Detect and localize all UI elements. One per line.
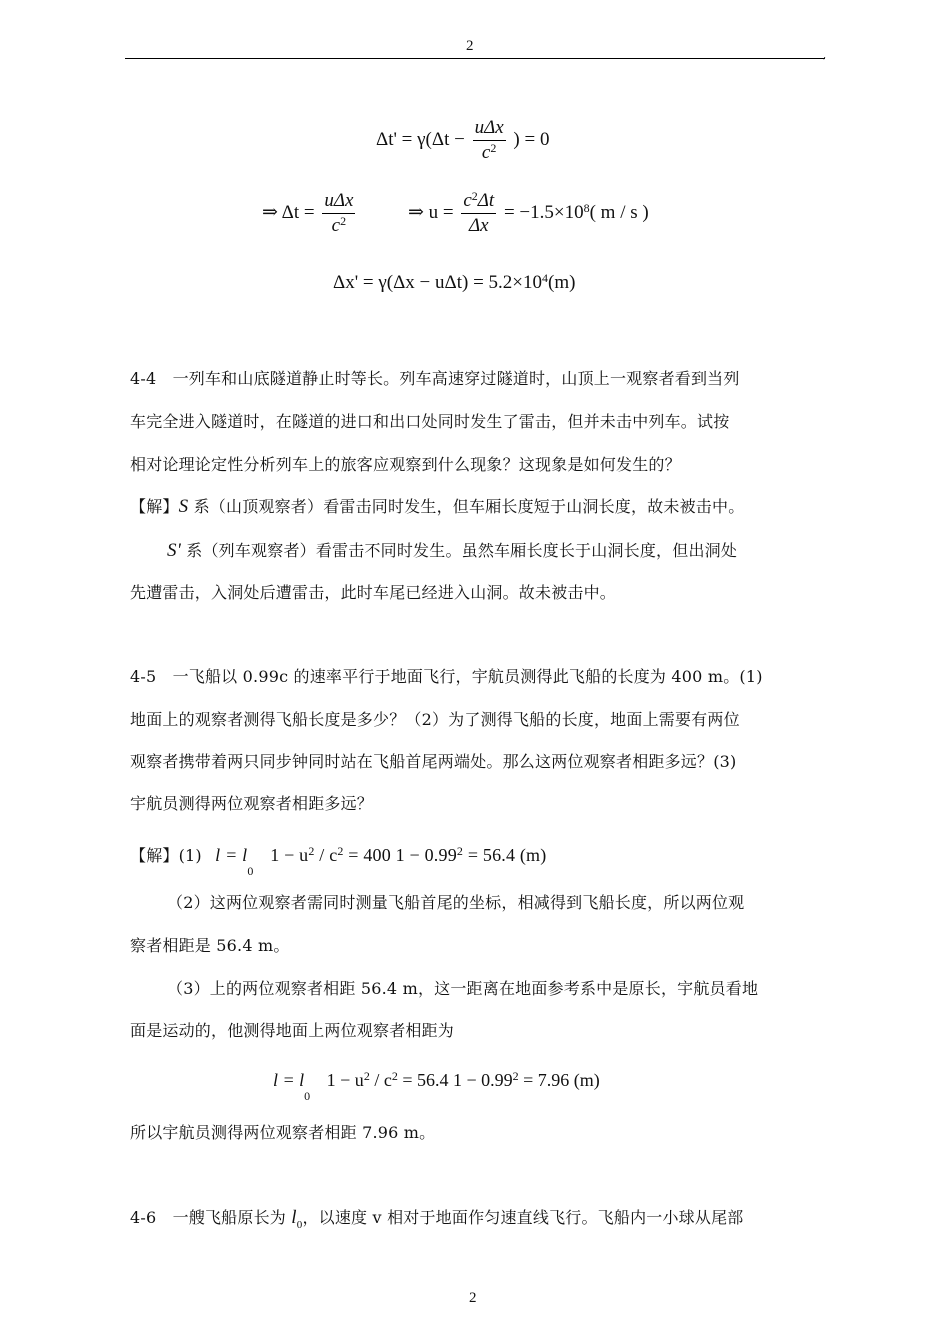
equation-3: $\Delta x' = \gamma(\Delta x - u\Delta t) = 5.2\times 10^4(m)$ <box>333 271 576 293</box>
equation-1-fraction: $\frac{\text{uΔx}}{c^2}$ <box>474 117 504 163</box>
equation-2: ⇒ Δt = $\frac{\text{uΔx}}{c^2}$ ⇒ u = $\frac{c^2\Delta t}{\Delta x}$ = $-1.5\times 10^8$( m / s ) <box>262 189 649 236</box>
footer-page-number: 2 <box>469 1290 477 1306</box>
problem-4-5-answer-2b: 察者相距是 56.4 m。 <box>130 936 290 955</box>
problem-4-4-answer-1: 【解】S 系（山顶观察者）看雷击同时发生，但车厢长度短于山洞长度，故未被击中。 <box>130 496 745 517</box>
problem-4-4-line-2: 车完全进入隧道时，在隧道的进口和出口处同时发生了雷击，但并未击中列车。试按 <box>130 412 730 431</box>
problem-4-4-answer-2: S' 系（列车观察者）看雷击不同时发生。虽然车厢长度长于山洞长度，但出洞处 <box>167 540 738 561</box>
equation-2-fraction-a: $\frac{\text{uΔx}}{c^2}$ <box>324 190 354 236</box>
header-page-number: 2 <box>466 38 474 54</box>
header-mark: , <box>823 50 827 61</box>
equation-2-fraction-b: $\frac{c^2\Delta t}{\Delta x}$ <box>463 189 495 236</box>
equation-1: Δt' = γ(Δt − $\frac{\text{uΔx}}{c^2}$ ) = 0 <box>376 117 550 163</box>
problem-4-4-line-3: 相对论理论定性分析列车上的旅客应观察到什么现象？这现象是如何发生的？ <box>130 455 681 474</box>
problem-4-5-answer-2a: （2）这两位观察者需同时测量飞船首尾的坐标，相减得到飞船长度，所以两位观 <box>167 893 745 912</box>
problem-4-6-line-1: 4-6 一艘飞船原长为 $l_0$，以速度 v 相对于地面作匀速直线飞行。飞船内一小球从尾部 <box>130 1207 744 1231</box>
problem-4-5-conclusion: 所以宇航员测得两位观察者相距 7.96 m。 <box>130 1123 436 1142</box>
problem-4-5-answer-3b: 面是运动的，他测得地面上两位观察者相距为 <box>130 1021 455 1040</box>
problem-4-5-line-1: 4-5 一飞船以 0.99c 的速率平行于地面飞行，宇航员测得此飞船的长度为 400 m。(1) <box>130 667 763 686</box>
problem-4-5-line-4: 宇航员测得两位观察者相距多远？ <box>130 794 374 813</box>
problem-4-5-answer-3a: （3）上的两位观察者相距 56.4 m，这一距离在地面参考系中是原长，宇航员看地 <box>167 979 759 998</box>
problem-4-4-answer-3: 先遭雷击，入洞处后遭雷击，此时车尾已经进入山洞。故未被击中。 <box>130 583 617 602</box>
problem-4-5-equation-b: $l = l_0$ $1 - u^2 / c^2 = 56.4$ $1 - 0.99^2 = 7.96$ (m) <box>273 1069 600 1103</box>
problem-4-4-line-1: 4-4 一列车和山底隧道静止时等长。列车高速穿过隧道时，山顶上一观察者看到当列 <box>130 369 740 388</box>
problem-4-5-line-2: 地面上的观察者测得飞船长度是多少？（2）为了测得飞船的长度，地面上需要有两位 <box>130 710 740 729</box>
header-rule <box>125 58 825 59</box>
problem-4-5-answer-1: 【解】(1) $l = l_0$ $1 - u^2 / c^2 = 400$ $1 - 0.99^2 = 56.4$ (m) <box>130 844 547 878</box>
problem-4-5-line-3: 观察者携带着两只同步钟同时站在飞船首尾两端处。那么这两位观察者相距多远？(3) <box>130 752 737 771</box>
